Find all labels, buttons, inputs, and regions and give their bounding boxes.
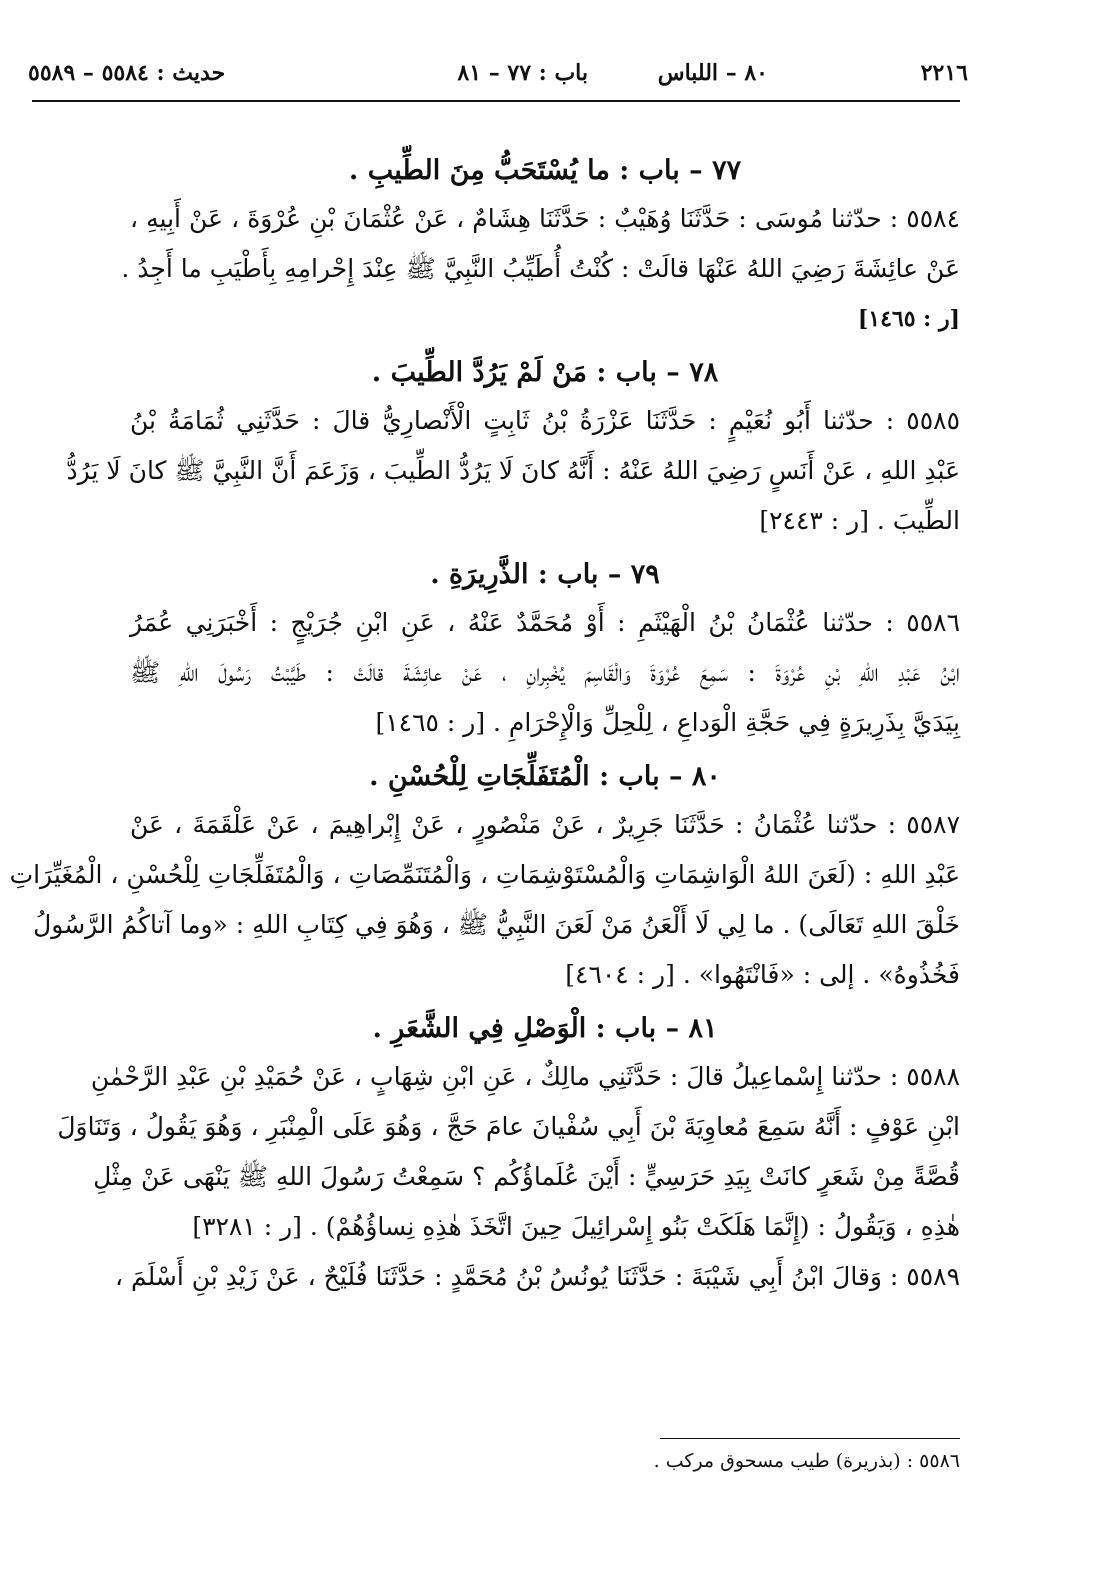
text-line: عَنْ عائِشَةَ رَضِيَ اللهُ عَنْهَا قالَتْ : كُنْتُ أُطَيِّبُ النَّبِيَّ ﷺ عِنْدَ إِحْرامِهِ بِأَطْيَبِ ما أَجِدُ .: [121, 254, 960, 283]
reference: [ر : ١٤٦٥]: [857, 306, 960, 332]
hadith-5586: [130, 598, 960, 748]
text-line: عَبْدِ اللهِ : (لَعَنَ اللهُ الْوَاشِمَاتِ وَالْمُسْتَوْشِمَاتِ ، وَالْمُتَنَمِّصَاتِ ، وَالْمُتَفَلِّجَاتِ لِلْحُسْنِ ، الْمُغَيِّرَاتِ: [9, 860, 960, 889]
text-line: ابْنِ عَوْفٍ : أَنَّهُ سَمِعَ مُعاوِيَةَ بْنَ أَبِي سُفْيانَ عامَ حَجَّ ، وَهُوَ عَلَى الْمِنْبَرِ ، وَهُوَ يَقُولُ ، وَتَنَاوَلَ: [57, 1112, 960, 1141]
text-line: الطِّيبَ . [ر : ٢٤٤٣]: [759, 506, 960, 535]
text-line: فَخُذُوهُ» . إلى : «فَانْتَهُوا» . [ر : ٤٦٠٤]: [565, 960, 960, 989]
text-line: ابْنُ عَبْدِ اللهِ بْنِ عُرْوَةَ : سَمِعَ عُرْوَةَ وَالْقَاسِمَ يُخْبِرانِ ، عَنْ عائِشَةَ قالَتْ : طَيَّبْتُ رَسُولَ اللهِ ﷺ: [130, 658, 960, 687]
text-line: قُصَّةً مِنْ شَعَرٍ كانَتْ بِيَدِ حَرَسِيٍّ : أَيْنَ عُلَماؤُكُم ؟ سَمِعْتُ رَسُولَ اللهِ ﷺ يَنْهَى عَنْ مِثْلِ: [93, 1162, 960, 1191]
section-78: [66, 350, 960, 546]
section-heading: ٨١ – باب : الْوَصْلِ فِي الشَّعَرِ .: [372, 1013, 718, 1044]
text-line: هٰذِهِ ، وَيَقُولُ : (إِنَّمَا هَلَكَتْ بَنُو إِسْرائِيلَ حِينَ اتَّخَذَ هٰذِهِ نِساؤُهُمْ) . [ر : ٣٢٨١]: [192, 1212, 960, 1241]
text-line: ٥٥٨٩ : وَقالَ ابْنُ أَبِي شَيْبَةَ : حَدَّثَنَا يُونُسُ بْنُ مُحَمَّدٍ : حَدَّثَنَا فُلَيْحٌ ، عَنْ زَيْدِ بْنِ أَسْلَمَ ،: [114, 1262, 960, 1291]
footnote-rule: [660, 1438, 960, 1439]
section-77: [121, 148, 960, 344]
hadith-5588: [57, 1052, 960, 1302]
bab-range: باب : ٧٧ – ٨١: [457, 60, 588, 86]
chapter-title: ٨٠ – اللباس: [657, 60, 768, 86]
text-line: ٥٥٨٦ : حدّثنا عُثْمَانُ بْنُ الْهَيْثَمِ : أَوْ مُحَمَّدٌ عَنْهُ ، عَنِ ابْنِ جُرَيْجٍ : أَخْبَرَنِي عُمَرُ: [130, 608, 960, 637]
running-header: [28, 56, 968, 96]
page-number: ٢٢١٦: [920, 60, 968, 86]
text-line: عَبْدِ اللهِ ، عَنْ أَنَسٍ رَضِيَ اللهُ عَنْهُ : أَنَّهُ كانَ لَا يَرُدُّ الطِّيبَ ، وَزَعَمَ أَنَّ النَّبِيَّ ﷺ كانَ لَا يَرُدُّ: [66, 456, 960, 485]
footnote: ٥٥٨٦ : (بذريرة) طيب مسحوق مركب .: [653, 1450, 960, 1472]
text-line: ٥٥٨٨ : حدّثنا إِسْماعِيلُ قالَ : حَدَّثَنِي مالِكٌ ، عَنِ ابْنِ شِهَابٍ ، عَنْ حُمَيْدِ بْنِ عَبْدِ الرَّحْمٰنِ: [90, 1062, 960, 1091]
header-rule: [32, 100, 960, 102]
hadith-5584: [121, 194, 960, 344]
text-line: ٥٥٨٤ : حدّثنا مُوسَى : حَدَّثَنَا وُهَيْبٌ : حَدَّثَنَا هِشَامٌ ، عَنْ عُثْمَانَ بْنِ عُرْوَةَ ، عَنْ أَبِيهِ ،: [130, 204, 960, 233]
text-line: بِيَدَيَّ بِذَرِيرَةٍ فِي حَجَّةِ الْوَداعِ ، لِلْحِلِّ وَالْإِحْرَامِ . [ر : ١٤٦٥]: [375, 708, 960, 737]
section-heading: ٨٠ – باب : الْمُتَفَلِّجَاتِ لِلْحُسْنِ .: [369, 761, 721, 792]
main-text: [9, 148, 960, 1308]
text-line: ٥٥٨٥ : حدّثنا أَبُو نُعَيْمٍ : حَدَّثَنَا عَزْرَةُ بْنُ ثَابِتٍ الْأَنْصارِيُّ قالَ : حَدَّثَنِي ثُمَامَةُ بْنُ: [130, 406, 960, 435]
text-line: ٥٥٨٧ : حدّثنا عُثْمَانُ : حَدَّثَنَا جَرِيرٌ ، عَنْ مَنْصُورٍ ، عَنْ إِبْراهِيمَ ، عَنْ عَلْقَمَةَ ، عَنْ: [130, 810, 960, 839]
section-heading: ٧٩ – باب : الذَّرِيرَةِ .: [430, 559, 660, 590]
section-heading: ٧٧ – باب : ما يُسْتَحَبُّ مِنَ الطِّيبِ .: [348, 155, 742, 186]
section-80: [9, 754, 960, 1000]
hadith-5585: [66, 396, 960, 546]
hadith-5587: [9, 800, 960, 1000]
section-81: [57, 1006, 960, 1302]
section-79: [130, 552, 960, 748]
hadith-range: حديث : ٥٥٨٤ – ٥٥٨٩: [28, 60, 226, 86]
section-heading: ٧٨ – باب : مَنْ لَمْ يَرُدَّ الطِّيبَ .: [371, 357, 719, 388]
text-line: خَلْقَ اللهِ تَعَالَى) . ما لِي لَا أَلْعَنُ مَنْ لَعَنَ النَّبِيُّ ﷺ ، وَهُوَ فِي كِتَابِ اللهِ : «وما آتاكُمُ الرَّسُولُ: [33, 910, 960, 939]
